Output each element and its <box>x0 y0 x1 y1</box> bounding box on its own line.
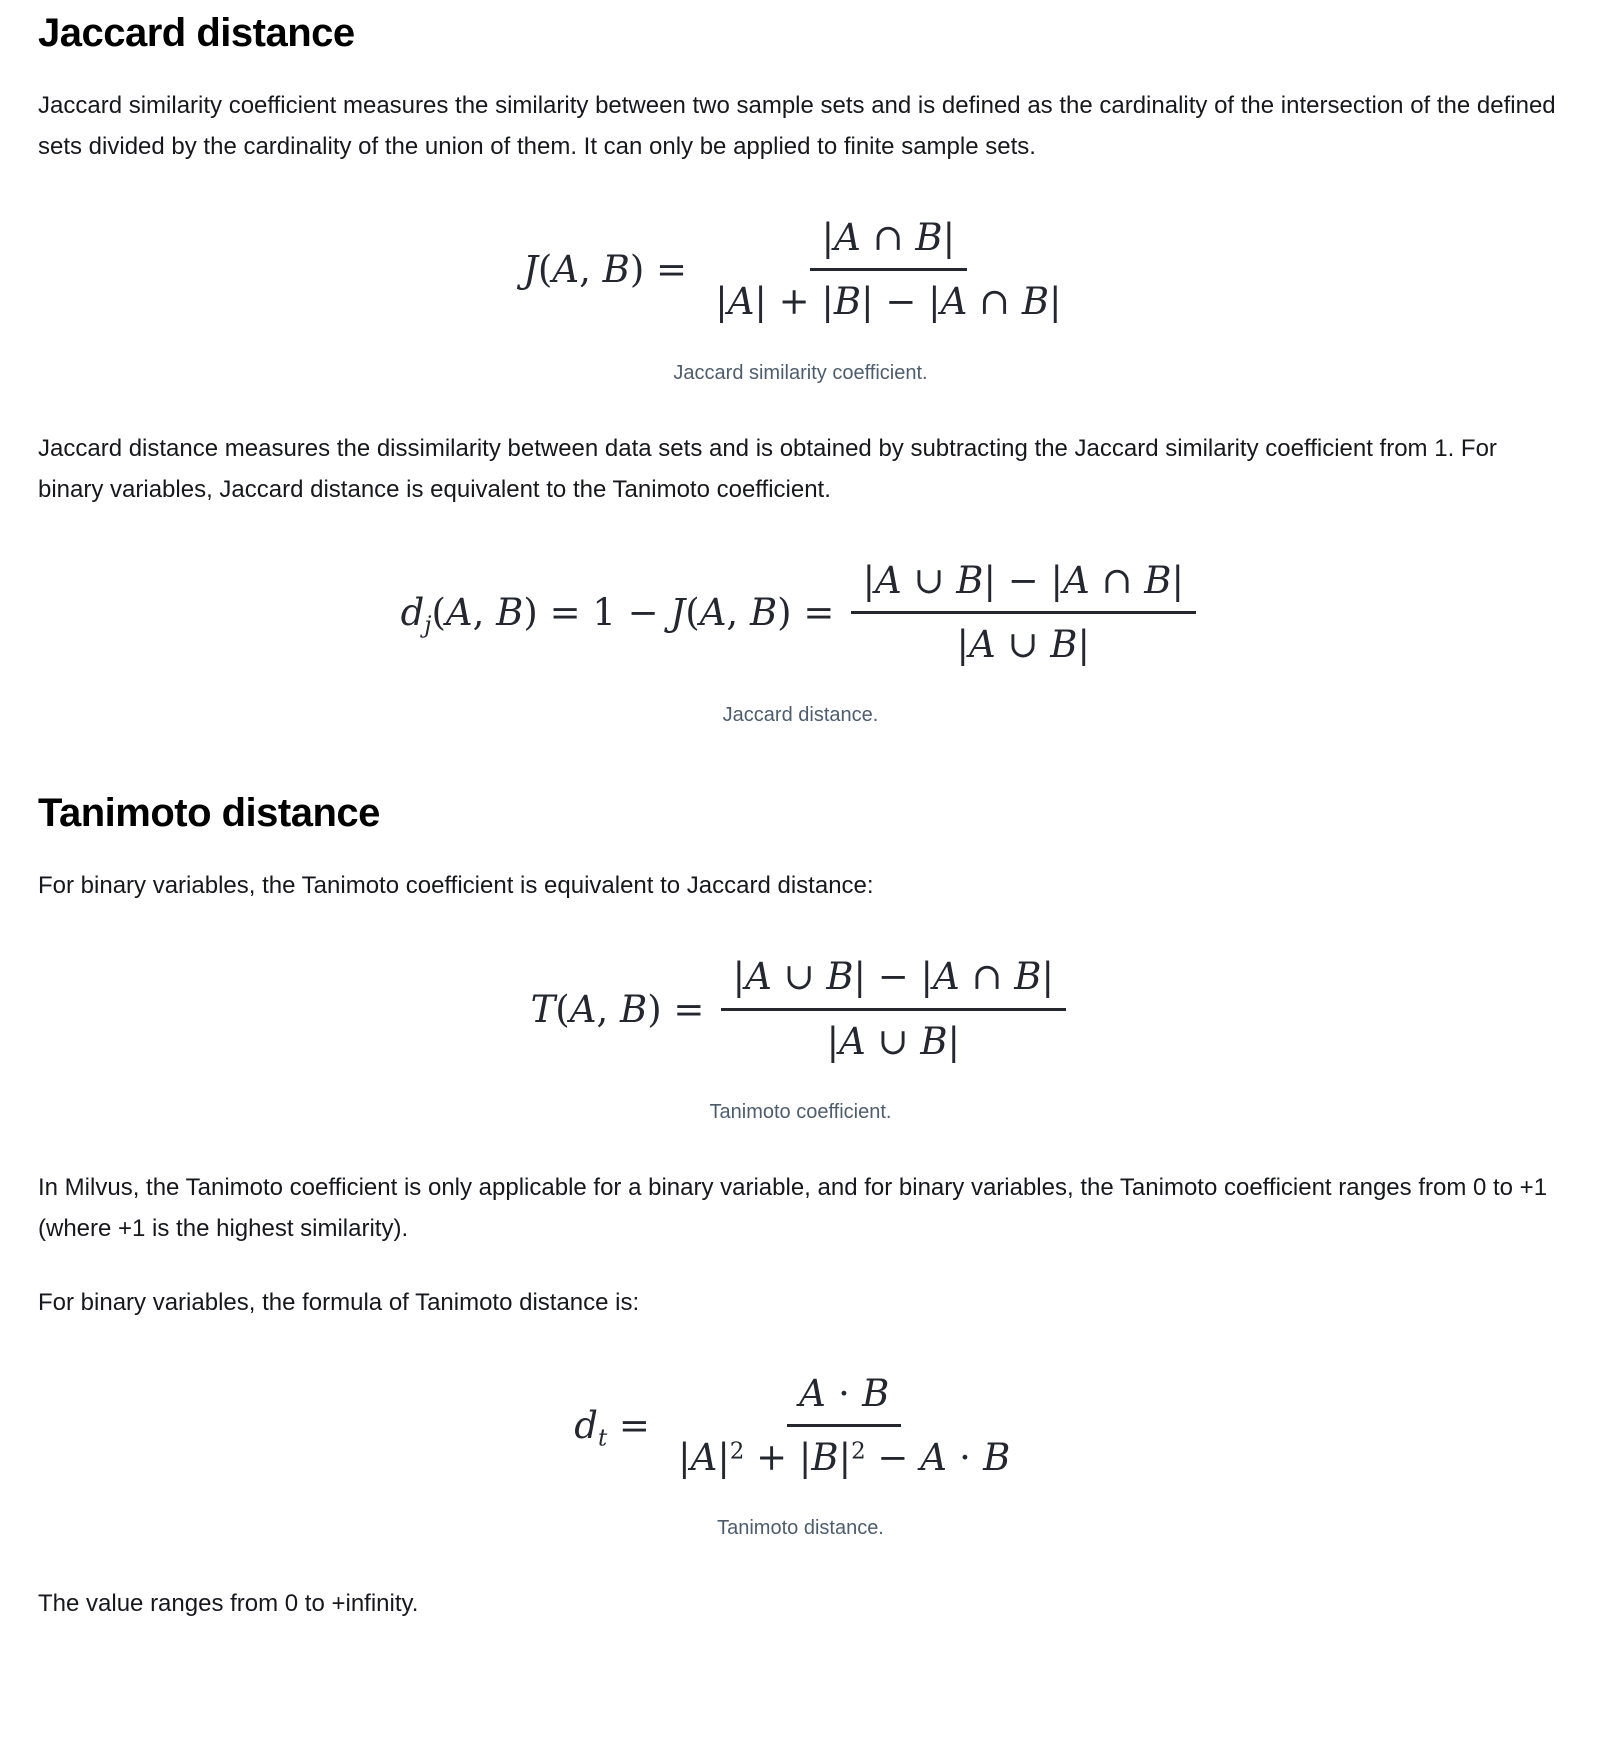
formula-token: B <box>1050 622 1078 666</box>
tanimoto-coefficient-formula <box>38 954 1563 1065</box>
formula-fraction <box>703 215 1073 326</box>
formula-run <box>400 590 847 639</box>
formula-token: A <box>799 1371 826 1415</box>
formula-token: B <box>983 1436 1011 1480</box>
jaccard-distance-formula <box>38 558 1563 669</box>
formula-token: , <box>472 590 497 634</box>
formula-token: A <box>920 1436 947 1480</box>
formula-token: | <box>1171 558 1184 602</box>
formula-token: | <box>1077 622 1090 666</box>
formula-token: ∪ <box>865 1019 921 1063</box>
fraction-numerator <box>721 954 1066 1010</box>
formula-token: A <box>839 1019 866 1063</box>
formula-token: ) = <box>777 590 847 634</box>
formula-token: | − | <box>853 955 934 999</box>
fraction-denominator <box>666 1427 1022 1481</box>
fraction-denominator <box>945 614 1102 668</box>
formula-token: A <box>933 955 960 999</box>
formula-token: ∩ <box>959 955 1015 999</box>
formula-token: ∩ <box>1089 558 1145 602</box>
formula-token: A <box>727 280 755 324</box>
formula-token: J <box>523 248 538 292</box>
formula-token: j <box>424 612 432 639</box>
formula-token: B <box>1144 558 1172 602</box>
jaccard-similarity-formula <box>38 215 1563 326</box>
formula-token: B <box>862 1371 890 1415</box>
formula-token: A <box>969 622 996 666</box>
figure-tanimoto-distance <box>38 1371 1563 1542</box>
formula-token: | <box>715 280 728 324</box>
formula-fraction <box>666 1371 1022 1482</box>
formula-token: A <box>445 590 473 634</box>
formula-token: 2 <box>729 1438 745 1465</box>
formula-token: B <box>915 216 943 260</box>
formula-run <box>531 987 717 1033</box>
formula-token: B <box>749 590 778 634</box>
figure-caption: Jaccard similarity coefficient. <box>673 361 928 384</box>
formula-token: ∪ <box>901 558 957 602</box>
formula-token: − <box>865 1436 921 1480</box>
formula-token: , <box>596 987 620 1031</box>
formula-fraction <box>721 954 1066 1065</box>
figure-caption: Tanimoto distance. <box>717 1517 884 1540</box>
section-heading-tanimoto-distance: Tanimoto distance <box>38 791 380 836</box>
formula-token: + | <box>744 1436 812 1480</box>
formula-token: A <box>940 280 968 324</box>
paragraph-tanimoto-formula-lead: For binary variables, the formula of Tanimoto distance is: <box>38 1288 640 1316</box>
formula-token: ) = 1 − <box>523 590 671 634</box>
formula-token: 2 <box>851 1438 866 1465</box>
formula-token: | <box>678 1436 691 1480</box>
formula-token: ( <box>537 248 553 292</box>
formula-token: B <box>811 1436 839 1480</box>
figure-caption: Tanimoto coefficient. <box>709 1100 892 1123</box>
figure-tanimoto-coefficient <box>38 954 1563 1125</box>
paragraph-jaccard-similarity-intro: Jaccard similarity coefficient measures the similarity between two sample sets and is defined as the cardinality of the intersection of the defined sets divided by the cardinality of the union of them. It can only be applied to finite sample sets. <box>38 92 1556 161</box>
fraction-denominator <box>703 271 1073 325</box>
section-heading-jaccard-distance: Jaccard distance <box>38 11 355 55</box>
formula-token: B <box>620 987 648 1031</box>
formula-token: ∪ <box>995 622 1051 666</box>
formula-token: ∪ <box>771 955 827 999</box>
formula-token: A <box>1062 558 1090 602</box>
formula-token: | <box>838 1436 852 1480</box>
formula-token: | <box>947 1019 960 1063</box>
formula-token: ) = <box>647 987 717 1031</box>
formula-token: ⋅ <box>825 1371 863 1415</box>
figure-caption: Jaccard distance. <box>722 704 879 727</box>
formula-run <box>574 1403 662 1452</box>
formula-token: B <box>956 558 984 602</box>
formula-token: | <box>732 955 746 999</box>
formula-token: | − | <box>861 280 941 324</box>
formula-token: = <box>607 1404 662 1447</box>
formula-token: B <box>602 248 630 292</box>
formula-token: A <box>569 987 597 1031</box>
formula-token: | <box>826 1019 840 1063</box>
formula-fraction <box>851 558 1196 669</box>
formula-token: | + | <box>754 280 834 324</box>
paragraph-tanimoto-milvus-note: In Milvus, the Tanimoto coefficient is only applicable for a binary variable, and for binary variables, the Tanimoto coefficient ranges from 0 to +1 (where +1 is the highest similarity). <box>38 1173 1548 1242</box>
fraction-numerator <box>851 558 1196 614</box>
formula-token: A <box>875 558 902 602</box>
formula-token: B <box>833 280 862 324</box>
formula-token: A <box>745 955 772 999</box>
formula-token: , <box>579 248 603 292</box>
formula-run <box>523 247 699 293</box>
formula-token: ) = <box>629 248 699 292</box>
formula-token: t <box>597 1425 608 1452</box>
formula-token: A <box>690 1436 718 1480</box>
paragraph-tanimoto-intro: For binary variables, the Tanimoto coefficient is equivalent to Jaccard distance: <box>38 872 874 900</box>
formula-token: | <box>1041 955 1054 999</box>
formula-token: B <box>920 1019 948 1063</box>
fraction-numerator <box>810 215 967 271</box>
formula-token: B <box>826 955 854 999</box>
formula-token: d <box>400 590 425 634</box>
formula-token: d <box>574 1404 598 1447</box>
formula-token: T <box>530 987 556 1031</box>
formula-token: ( <box>555 987 570 1031</box>
formula-token: | <box>717 1436 730 1480</box>
formula-token: ( <box>431 590 446 634</box>
formula-token: ∩ <box>860 216 916 260</box>
paragraph-value-range: The value ranges from 0 to +infinity. <box>38 1590 419 1618</box>
formula-token: ∩ <box>967 280 1022 324</box>
formula-token: B <box>496 590 524 634</box>
formula-token: ( <box>685 590 700 634</box>
formula-token: ⋅ <box>946 1436 984 1480</box>
fraction-numerator <box>787 1371 901 1427</box>
formula-token: J <box>670 590 686 634</box>
formula-token: | <box>862 558 876 602</box>
formula-token: A <box>834 216 861 260</box>
formula-token: A <box>552 248 580 292</box>
tanimoto-distance-formula <box>38 1371 1563 1482</box>
paragraph-jaccard-distance-definition: Jaccard distance measures the dissimilarity between data sets and is obtained by subtracting the Jaccard similarity coefficient from 1. For binary variables, Jaccard distance is equivalent to the Tanimoto coefficient. <box>38 434 1497 503</box>
formula-token: | <box>821 216 835 260</box>
formula-token: , <box>726 590 750 634</box>
figure-jaccard-similarity <box>38 215 1563 386</box>
formula-token: | <box>956 622 969 666</box>
formula-token: | <box>942 216 956 260</box>
figure-jaccard-distance <box>38 558 1563 729</box>
formula-token: | <box>1049 280 1062 324</box>
fraction-denominator <box>815 1011 972 1065</box>
formula-token: B <box>1021 280 1050 324</box>
formula-token: A <box>699 590 727 634</box>
formula-token: | − | <box>983 558 1063 602</box>
formula-token: B <box>1014 955 1042 999</box>
